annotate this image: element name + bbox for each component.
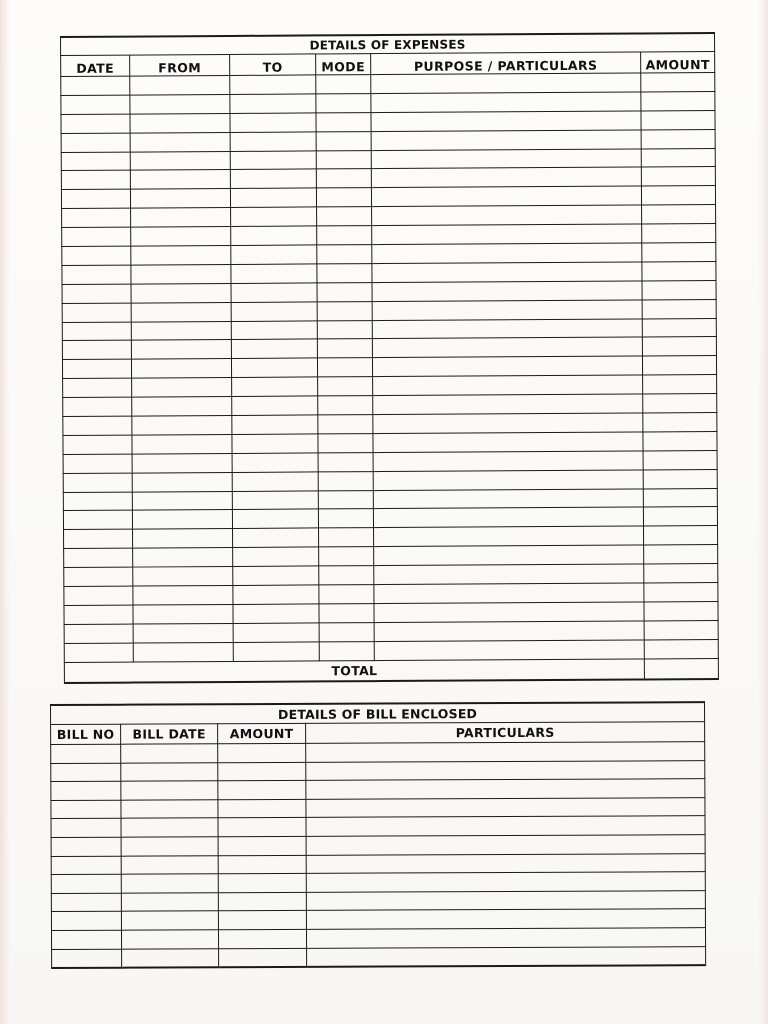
blank-cell[interactable] (232, 491, 318, 510)
blank-cell[interactable] (133, 567, 233, 587)
column-header-purpose: PURPOSE / PARTICULARS (371, 52, 641, 75)
column-header-mode: MODE (316, 54, 371, 75)
blank-cell[interactable] (317, 339, 372, 358)
blank-cell[interactable] (62, 359, 131, 378)
blank-cell[interactable] (131, 283, 231, 303)
blank-cell[interactable] (131, 302, 231, 322)
blank-cell[interactable] (218, 781, 306, 800)
blank-cell[interactable] (231, 339, 317, 358)
blank-cell[interactable] (122, 948, 219, 968)
blank-cell[interactable] (218, 743, 306, 762)
blank-cell[interactable] (319, 585, 374, 604)
blank-cell[interactable] (51, 893, 121, 912)
blank-cell[interactable] (121, 818, 218, 837)
blank-cell[interactable] (132, 434, 232, 454)
blank-cell[interactable] (51, 837, 121, 856)
blank-cell[interactable] (130, 132, 230, 152)
blank-cell[interactable] (373, 375, 643, 396)
blank-cell[interactable] (306, 853, 705, 873)
blank-cell[interactable] (64, 643, 133, 662)
blank-cell[interactable] (318, 415, 373, 434)
blank-cell[interactable] (63, 397, 132, 416)
blank-cell[interactable] (232, 509, 318, 528)
blank-cell[interactable] (130, 151, 230, 171)
blank-cell[interactable] (61, 95, 130, 114)
blank-cell[interactable] (121, 911, 218, 930)
blank-cell[interactable] (318, 452, 373, 471)
blank-cell[interactable] (231, 207, 317, 226)
blank-cell[interactable] (61, 152, 130, 171)
blank-cell[interactable] (642, 224, 716, 243)
blank-cell[interactable] (61, 171, 130, 190)
blank-cell[interactable] (121, 930, 218, 949)
blank-cell[interactable] (218, 799, 306, 818)
blank-cell[interactable] (51, 819, 121, 838)
column-header-bill-particulars: PARTICULARS (306, 722, 705, 744)
blank-cell[interactable] (306, 779, 705, 799)
blank-cell[interactable] (62, 284, 131, 303)
blank-cell[interactable] (316, 150, 371, 169)
blank-cell[interactable] (372, 337, 642, 358)
blank-cell[interactable] (374, 602, 644, 623)
blank-cell[interactable] (644, 545, 718, 564)
blank-cell[interactable] (132, 510, 232, 530)
blank-cell[interactable] (51, 800, 121, 819)
blank-cell[interactable] (644, 620, 718, 639)
blank-cell[interactable] (62, 322, 131, 341)
blank-cell[interactable] (61, 133, 130, 152)
blank-cell[interactable] (317, 207, 372, 226)
blank-cell[interactable] (133, 548, 233, 568)
blank-cell[interactable] (51, 856, 121, 875)
blank-cell[interactable] (317, 282, 372, 301)
blank-cell[interactable] (306, 928, 705, 948)
blank-cell[interactable] (232, 377, 318, 396)
blank-cell[interactable] (317, 320, 372, 339)
blank-cell[interactable] (51, 912, 121, 931)
blank-cell[interactable] (319, 547, 374, 566)
blank-cell[interactable] (132, 472, 232, 492)
blank-cell[interactable] (62, 303, 131, 322)
blank-cell[interactable] (372, 319, 642, 340)
blank-cell[interactable] (641, 91, 715, 110)
table-row (52, 946, 706, 968)
blank-cell[interactable] (232, 472, 318, 491)
blank-cell[interactable] (51, 763, 121, 782)
blank-cell[interactable] (63, 492, 132, 511)
blank-cell[interactable] (643, 469, 717, 488)
blank-cell[interactable] (131, 227, 231, 247)
blank-cell[interactable] (642, 280, 716, 299)
blank-cell[interactable] (219, 948, 307, 967)
blank-cell[interactable] (306, 742, 705, 762)
blank-cell[interactable] (641, 110, 715, 129)
blank-cell[interactable] (132, 415, 232, 435)
blank-cell[interactable] (374, 526, 644, 547)
blank-cell[interactable] (373, 413, 643, 434)
column-header-bill-no: BILL NO (51, 724, 121, 744)
blank-cell[interactable] (642, 337, 716, 356)
blank-cell[interactable] (371, 73, 641, 94)
blank-cell[interactable] (63, 416, 132, 435)
blank-cell[interactable] (318, 509, 373, 528)
blank-cell[interactable] (62, 227, 131, 246)
blank-cell[interactable] (374, 583, 644, 604)
blank-cell[interactable] (643, 394, 717, 413)
blank-cell[interactable] (64, 586, 133, 605)
blank-cell[interactable] (121, 781, 218, 800)
blank-cell[interactable] (64, 529, 133, 548)
blank-cell[interactable] (131, 359, 231, 379)
blank-cell[interactable] (316, 131, 371, 150)
blank-cell[interactable] (317, 358, 372, 377)
blank-cell[interactable] (132, 378, 232, 398)
blank-cell[interactable] (371, 149, 641, 170)
blank-cell[interactable] (62, 341, 131, 360)
blank-cell[interactable] (306, 872, 705, 892)
blank-cell[interactable] (318, 434, 373, 453)
blank-cell[interactable] (371, 167, 641, 188)
blank-cell[interactable] (231, 321, 317, 340)
blank-cell[interactable] (233, 566, 319, 585)
blank-cell[interactable] (307, 946, 706, 967)
blank-cell[interactable] (61, 114, 130, 133)
bills-title: DETAILS OF BILL ENCLOSED (51, 702, 705, 724)
blank-cell[interactable] (232, 434, 318, 453)
blank-cell[interactable] (644, 526, 718, 545)
blank-cell[interactable] (63, 435, 132, 454)
blank-cell[interactable] (372, 224, 642, 245)
blank-cell[interactable] (374, 621, 644, 642)
blank-cell[interactable] (642, 243, 716, 262)
blank-cell[interactable] (642, 356, 716, 375)
blank-cell[interactable] (63, 378, 132, 397)
blank-cell[interactable] (133, 623, 233, 643)
blank-cell[interactable] (317, 245, 372, 264)
blank-cell[interactable] (318, 377, 373, 396)
blank-cell[interactable] (218, 836, 306, 855)
blank-cell[interactable] (642, 261, 716, 280)
blank-cell[interactable] (231, 226, 317, 245)
blank-cell[interactable] (62, 208, 131, 227)
blank-cell[interactable] (306, 760, 705, 780)
blank-cell[interactable] (218, 855, 306, 874)
blank-cell[interactable] (232, 453, 318, 472)
blank-cell[interactable] (643, 488, 717, 507)
blank-cell[interactable] (316, 188, 371, 207)
blank-cell[interactable] (231, 245, 317, 264)
blank-cell[interactable] (644, 564, 718, 583)
blank-cell[interactable] (317, 264, 372, 283)
blank-cell[interactable] (371, 92, 641, 113)
blank-cell[interactable] (373, 432, 643, 453)
blank-cell[interactable] (130, 170, 230, 190)
blank-cell[interactable] (316, 169, 371, 188)
blank-cell[interactable] (231, 302, 317, 321)
blank-cell[interactable] (233, 528, 319, 547)
blank-cell[interactable] (371, 111, 641, 132)
column-header-amount: AMOUNT (641, 52, 715, 73)
expenses-table (60, 32, 719, 684)
blank-cell[interactable] (121, 893, 218, 912)
blank-cell[interactable] (371, 186, 641, 207)
blank-cell[interactable] (373, 394, 643, 415)
blank-cell[interactable] (131, 264, 231, 284)
paper-edge-right (758, 0, 768, 1024)
blank-cell[interactable] (63, 473, 132, 492)
blank-cell[interactable] (61, 76, 130, 95)
blank-cell[interactable] (51, 781, 121, 800)
blank-cell[interactable] (233, 585, 319, 604)
blank-cell[interactable] (64, 548, 133, 567)
blank-cell[interactable] (319, 622, 374, 641)
blank-cell[interactable] (63, 454, 132, 473)
blank-cell[interactable] (316, 75, 371, 94)
blank-cell[interactable] (233, 623, 319, 642)
blank-cell[interactable] (121, 855, 218, 874)
blank-cell[interactable] (643, 507, 717, 526)
blank-cell[interactable] (643, 413, 717, 432)
blank-cell[interactable] (218, 892, 306, 911)
blank-cell[interactable] (121, 762, 218, 781)
blank-cell[interactable] (121, 874, 218, 893)
blank-cell[interactable] (232, 396, 318, 415)
blank-cell[interactable] (218, 874, 306, 893)
blank-cell[interactable] (131, 340, 231, 360)
column-header-date: DATE (61, 55, 130, 76)
total-label: TOTAL (64, 659, 644, 683)
blank-cell[interactable] (372, 281, 642, 302)
blank-cell[interactable] (319, 566, 374, 585)
blank-cell[interactable] (319, 641, 374, 660)
blank-cell[interactable] (132, 453, 232, 473)
blank-cell[interactable] (121, 744, 218, 763)
blank-cell[interactable] (374, 564, 644, 585)
blank-cell[interactable] (233, 604, 319, 623)
blank-cell[interactable] (371, 130, 641, 151)
blank-cell[interactable] (319, 528, 374, 547)
blank-cell[interactable] (642, 299, 716, 318)
blank-cell[interactable] (641, 186, 715, 205)
blank-cell[interactable] (641, 167, 715, 186)
blank-cell[interactable] (318, 471, 373, 490)
blank-cell[interactable] (131, 208, 231, 228)
blank-cell[interactable] (641, 129, 715, 148)
blank-cell[interactable] (230, 94, 316, 113)
blank-cell[interactable] (218, 911, 306, 930)
blank-cell[interactable] (230, 188, 316, 207)
blank-cell[interactable] (130, 75, 230, 95)
blank-cell[interactable] (318, 490, 373, 509)
blank-cell[interactable] (121, 800, 218, 819)
blank-cell[interactable] (641, 73, 715, 92)
blank-cell[interactable] (230, 169, 316, 188)
blank-cell[interactable] (233, 547, 319, 566)
column-header-to: TO (230, 54, 316, 76)
blank-cell[interactable] (641, 148, 715, 167)
blank-cell[interactable] (373, 507, 643, 528)
blank-cell[interactable] (231, 283, 317, 302)
paper-edge-left (0, 0, 10, 1024)
blank-cell[interactable] (133, 604, 233, 624)
blank-cell[interactable] (306, 835, 705, 855)
blank-cell[interactable] (133, 529, 233, 549)
expenses-title: DETAILS OF EXPENSES (61, 33, 715, 55)
blank-cell[interactable] (643, 375, 717, 394)
blank-cell[interactable] (372, 356, 642, 377)
blank-cell[interactable] (373, 470, 643, 491)
expenses-rows (61, 73, 719, 663)
blank-cell[interactable] (230, 113, 316, 132)
blank-cell[interactable] (133, 586, 233, 606)
blank-cell[interactable] (51, 930, 121, 949)
blank-cell[interactable] (317, 226, 372, 245)
blank-cell[interactable] (230, 150, 316, 169)
blank-cell[interactable] (133, 642, 233, 662)
blank-cell[interactable] (318, 396, 373, 415)
blank-cell[interactable] (218, 762, 306, 781)
blank-cell[interactable] (642, 205, 716, 224)
blank-cell[interactable] (218, 929, 306, 948)
blank-cell[interactable] (51, 744, 121, 763)
blank-cell[interactable] (306, 816, 705, 836)
blank-cell[interactable] (64, 567, 133, 586)
blank-cell[interactable] (642, 318, 716, 337)
blank-cell[interactable] (63, 511, 132, 530)
blank-cell[interactable] (52, 949, 122, 968)
blank-cell[interactable] (374, 640, 644, 661)
blank-cell[interactable] (131, 321, 231, 341)
blank-cell[interactable] (231, 358, 317, 377)
blank-cell[interactable] (372, 205, 642, 226)
blank-cell[interactable] (317, 301, 372, 320)
blank-cell[interactable] (130, 94, 230, 114)
column-header-bill-date: BILL DATE (121, 724, 218, 744)
blank-cell[interactable] (644, 639, 718, 658)
blank-cell[interactable] (130, 189, 230, 209)
blank-cell[interactable] (306, 890, 705, 910)
blank-cell[interactable] (64, 624, 133, 643)
blank-cell[interactable] (218, 818, 306, 837)
blank-cell[interactable] (644, 583, 718, 602)
blank-cell[interactable] (643, 431, 717, 450)
column-header-bill-amount: AMOUNT (218, 723, 306, 743)
blank-cell[interactable] (62, 246, 131, 265)
blank-cell[interactable] (64, 605, 133, 624)
blank-cell[interactable] (372, 262, 642, 283)
blank-cell[interactable] (121, 837, 218, 856)
blank-cell[interactable] (372, 300, 642, 321)
blank-cell[interactable] (643, 450, 717, 469)
blank-cell[interactable] (316, 112, 371, 131)
blank-cell[interactable] (232, 415, 318, 434)
blank-cell[interactable] (230, 75, 316, 94)
blank-cell[interactable] (306, 797, 705, 817)
blank-cell[interactable] (61, 189, 130, 208)
blank-cell[interactable] (374, 545, 644, 566)
blank-cell[interactable] (306, 909, 705, 929)
blank-cell[interactable] (316, 93, 371, 112)
blank-cell[interactable] (62, 265, 131, 284)
blank-cell[interactable] (372, 243, 642, 264)
bills-table (50, 701, 706, 969)
blank-cell[interactable] (132, 397, 232, 417)
blank-cell[interactable] (231, 264, 317, 283)
blank-cell[interactable] (373, 489, 643, 510)
blank-cell[interactable] (230, 132, 316, 151)
blank-cell[interactable] (131, 245, 231, 265)
total-amount-cell[interactable] (644, 658, 718, 679)
blank-cell[interactable] (51, 874, 121, 893)
blank-cell[interactable] (132, 491, 232, 511)
blank-cell[interactable] (130, 113, 230, 133)
blank-cell[interactable] (233, 642, 319, 661)
blank-cell[interactable] (319, 604, 374, 623)
column-header-from: FROM (130, 54, 230, 76)
blank-cell[interactable] (373, 451, 643, 472)
bills-rows (51, 742, 706, 968)
blank-cell[interactable] (644, 601, 718, 620)
